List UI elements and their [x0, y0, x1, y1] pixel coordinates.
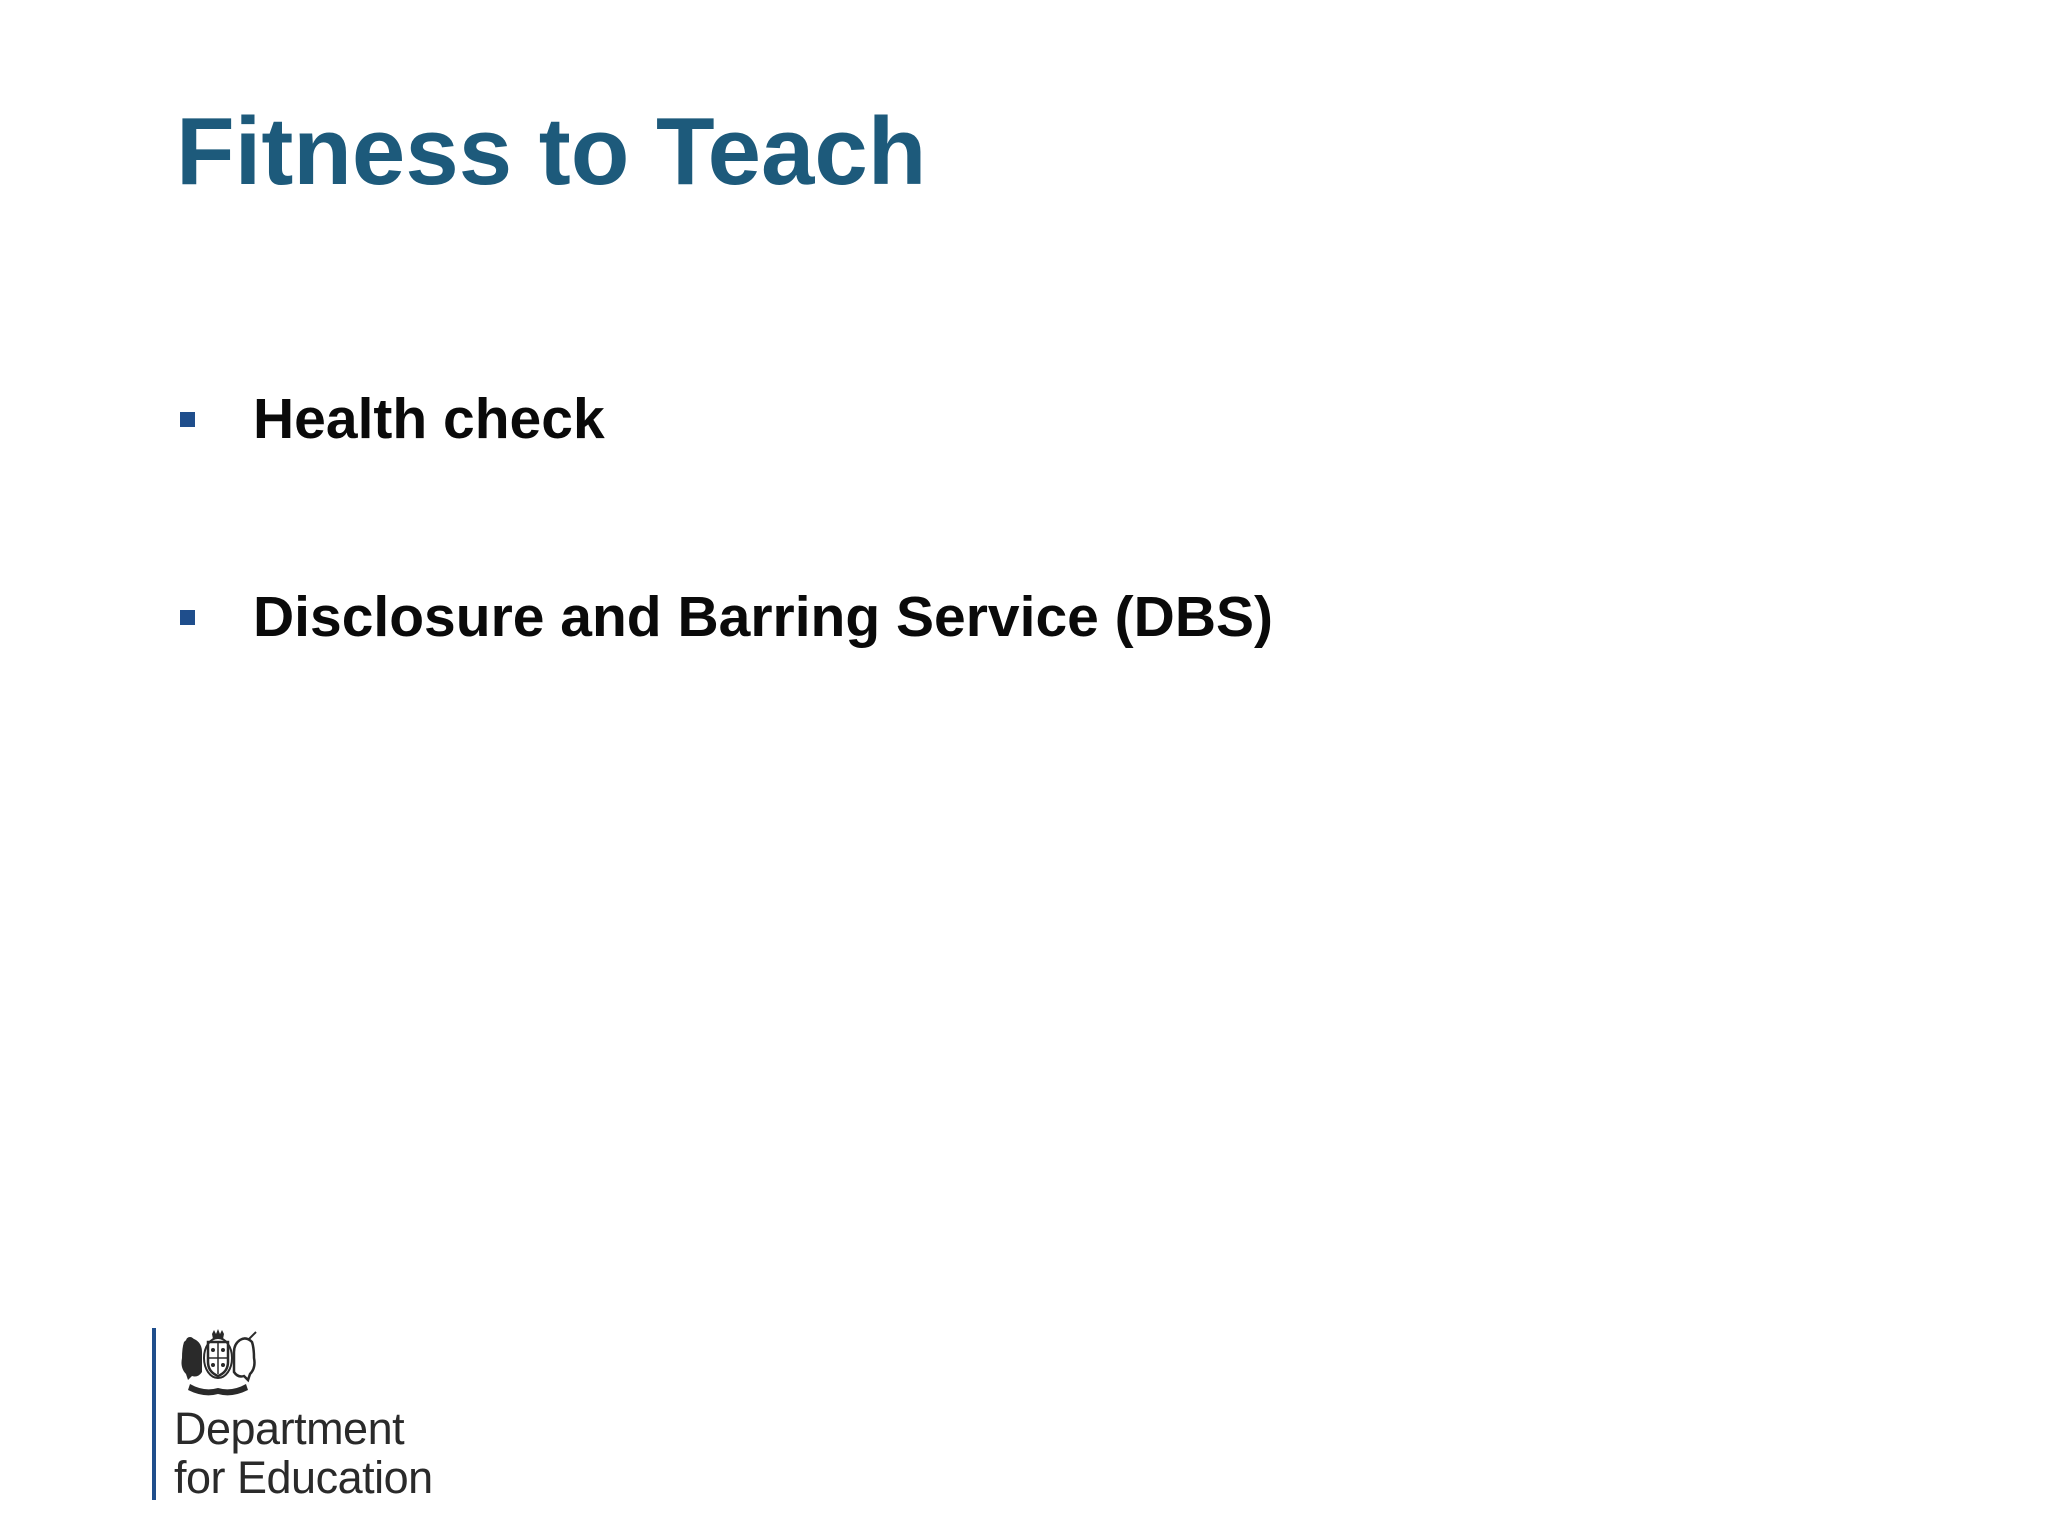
- bullet-item-health-check: [180, 384, 605, 454]
- square-bullet-icon: [180, 610, 195, 625]
- bullet-text: Health check: [253, 387, 605, 451]
- logo-divider: [152, 1328, 156, 1500]
- bullet-text: Disclosure and Barring Service (DBS): [253, 585, 1273, 649]
- department-logo: [152, 1328, 433, 1504]
- bullet-item-dbs: [180, 582, 1273, 652]
- logo-text-line1: Department: [174, 1403, 405, 1454]
- square-bullet-icon: [180, 412, 195, 427]
- logo-text-line2: for Education: [174, 1452, 433, 1503]
- slide-title: Fitness to Teach: [176, 98, 927, 205]
- royal-coat-of-arms-icon: [176, 1328, 260, 1400]
